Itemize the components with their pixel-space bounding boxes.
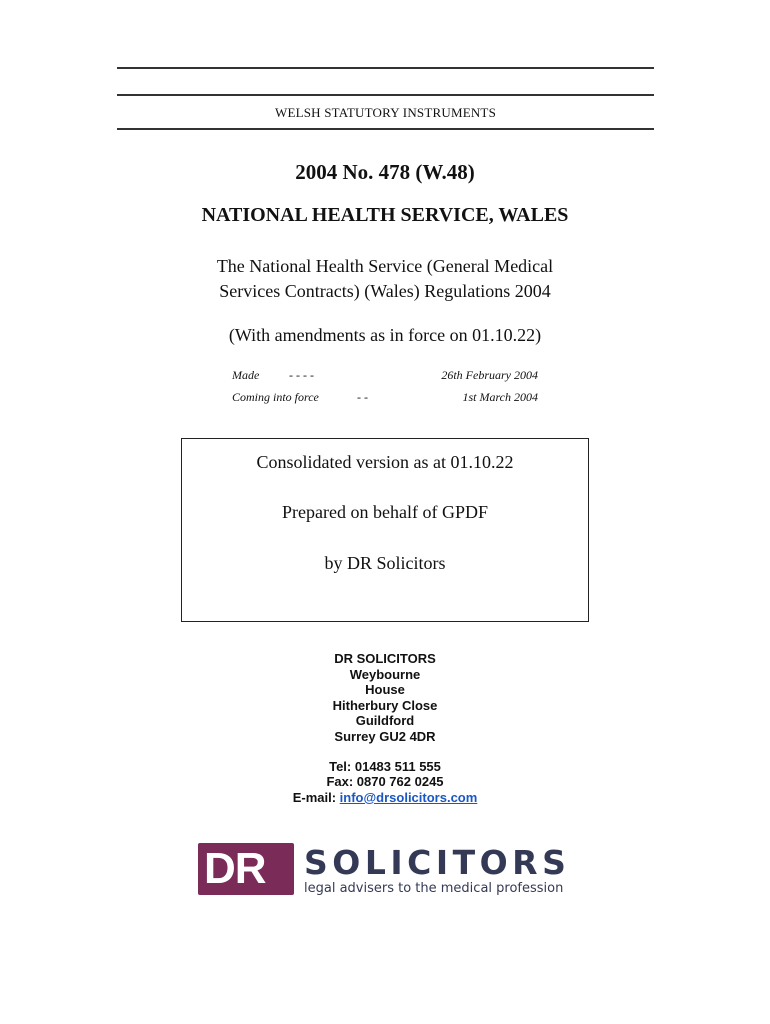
logo-mark: DR — [204, 844, 266, 893]
telephone: Tel: 01483 511 555 — [329, 758, 441, 774]
subject-heading: NATIONAL HEALTH SERVICE, WALES — [201, 204, 569, 226]
series-rule-top — [117, 94, 654, 96]
force-dashes: - - — [357, 390, 368, 404]
fax: Fax: 0870 762 0245 — [326, 774, 444, 790]
series-rule-bottom — [117, 128, 654, 130]
prepared-on-behalf: Prepared on behalf of GPDF — [282, 502, 488, 522]
logo-wordmark: SOLICITORS — [304, 843, 571, 882]
firm-name: DR SOLICITORS — [334, 651, 436, 666]
consolidation-box — [181, 438, 589, 622]
prepared-by: by DR Solicitors — [324, 553, 446, 573]
address-line: Weybourne — [349, 666, 421, 682]
logo-tagline: legal advisers to the medical profession — [304, 881, 564, 896]
consolidated-version: Consolidated version as at 01.10.22 — [256, 452, 514, 472]
logo-mark-box — [198, 843, 294, 895]
force-label: Coming into force — [232, 390, 319, 404]
dr-solicitors-logo — [198, 843, 578, 899]
made-date: 26th February 2004 — [441, 368, 538, 382]
email-link[interactable]: info@drsolicitors.com — [339, 789, 478, 805]
force-date: 1st March 2004 — [462, 390, 538, 404]
made-label: Made — [232, 368, 260, 382]
series-heading: WELSH STATUTORY INSTRUMENTS — [274, 105, 497, 120]
address-line: Guildford — [355, 713, 415, 729]
made-dashes: - - - - — [289, 368, 314, 382]
regulation-title-line: The National Health Service (General Medical — [216, 256, 554, 276]
instrument-number: 2004 No. 478 (W.48) — [295, 160, 475, 184]
regulation-title — [0, 254, 770, 304]
address-line: Surrey GU2 4DR — [334, 728, 436, 744]
top-rule — [117, 67, 654, 69]
contact-address — [0, 651, 770, 805]
amendments-note: (With amendments as in force on 01.10.22) — [228, 325, 542, 345]
spacer — [0, 745, 770, 759]
email-row — [0, 790, 770, 806]
regulation-title-line: Services Contracts) (Wales) Regulations 2004 — [219, 281, 551, 301]
email-label: E-mail: — [292, 789, 340, 805]
address-line: Hitherbury Close — [332, 697, 438, 713]
address-line: House — [365, 682, 405, 698]
